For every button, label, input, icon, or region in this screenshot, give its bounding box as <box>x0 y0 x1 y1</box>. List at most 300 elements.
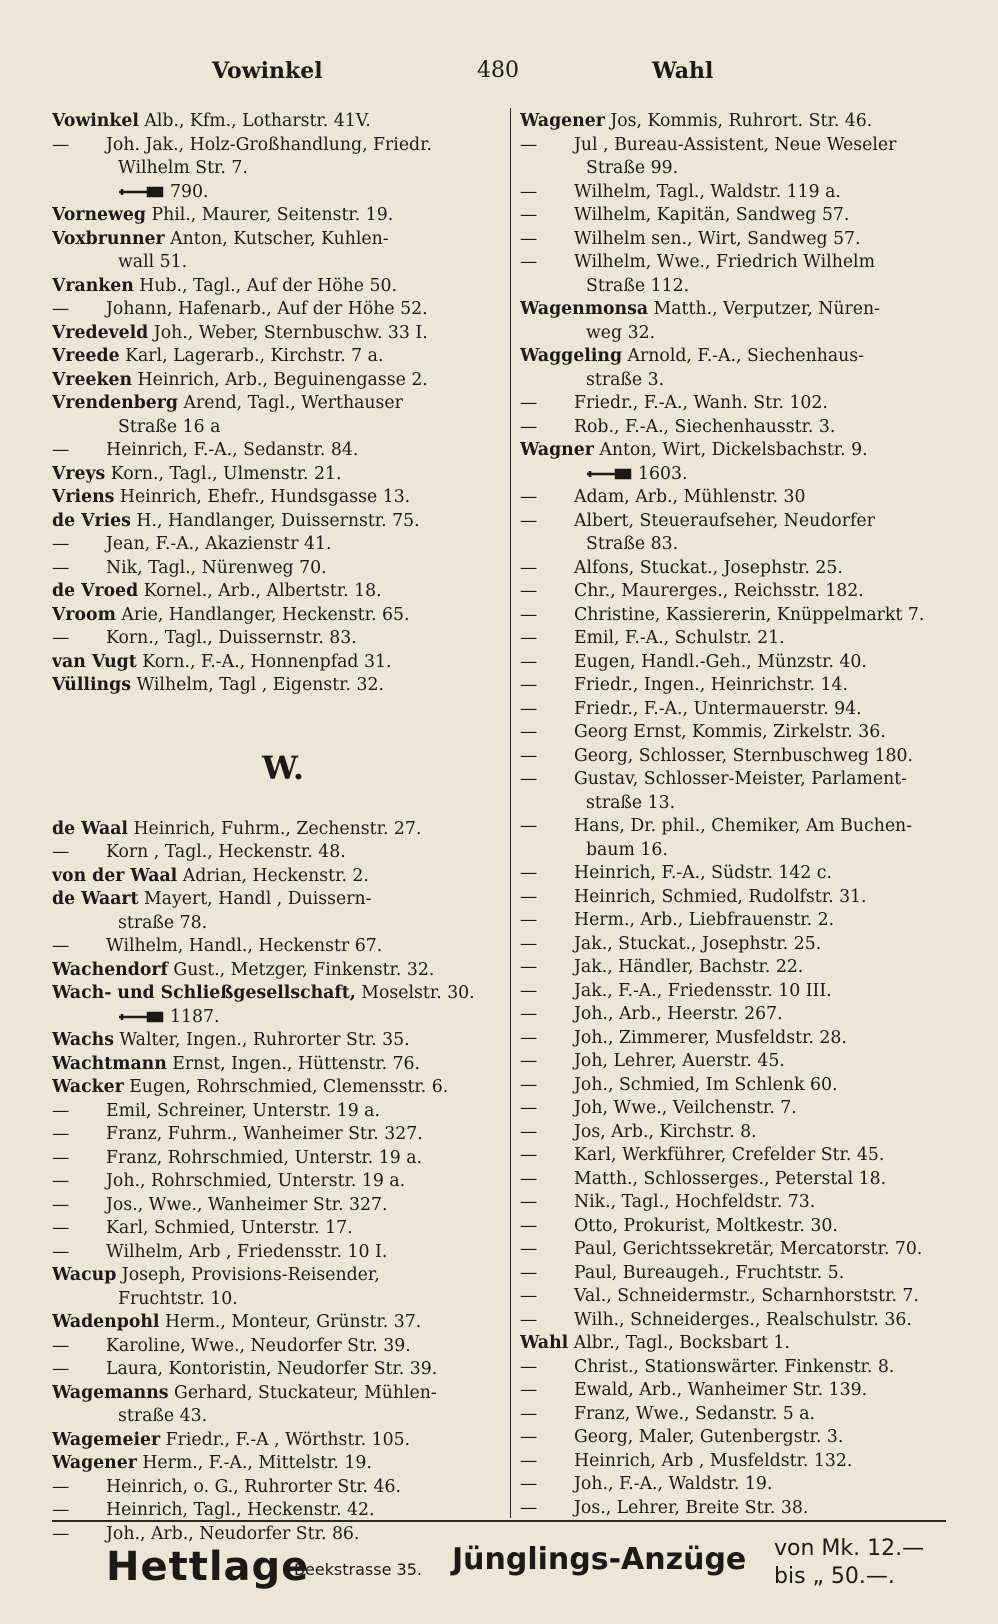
directory-entry <box>520 604 982 628</box>
directory-entry <box>52 510 514 534</box>
directory-entry <box>52 1029 514 1053</box>
entry-details: straße 43. <box>118 1406 208 1426</box>
directory-entry <box>520 839 982 863</box>
entry-surname: Wachtmann <box>52 1053 167 1074</box>
entry-details: Paul, Gerichtssekretär, Mercatorstr. 70. <box>574 1239 923 1259</box>
entry-details: Arend, Tagl., Werthauser <box>177 393 403 413</box>
directory-entry <box>520 1403 982 1427</box>
entry-details: Johann, Hafenarb., Auf der Höhe 52. <box>106 299 428 319</box>
entry-surname: Wagner <box>520 440 594 460</box>
entry-details: Hans, Dr. phil., Chemiker, Am Buchen- <box>574 816 913 836</box>
entry-details: Walter, Ingen., Ruhrorter Str. 35. <box>113 1030 410 1050</box>
directory-entry <box>520 1262 982 1286</box>
directory-entry <box>52 228 514 252</box>
directory-entry <box>52 935 514 959</box>
entry-details: Korn., F.-A., Honnenpfad 31. <box>136 651 392 672</box>
ditto-dash: — <box>520 1286 538 1306</box>
directory-entry <box>52 181 514 205</box>
entry-details: Franz, Wwe., Sedanstr. 5 a. <box>574 1403 816 1424</box>
entry-details: Heinrich, o. G., Ruhrorter Str. 46. <box>106 1476 402 1497</box>
entry-details: Gustav, Schlosser-Meister, Parlament- <box>574 769 907 789</box>
ditto-dash: — <box>520 393 538 413</box>
ditto-dash: — <box>520 487 538 507</box>
directory-entry <box>52 463 514 487</box>
directory-entry <box>52 1170 514 1194</box>
ditto-dash: — <box>520 1427 538 1447</box>
ditto-dash: — <box>520 510 538 531</box>
directory-entry <box>52 439 514 463</box>
ditto-dash: — <box>52 134 70 155</box>
ditto-dash: — <box>520 252 538 272</box>
entry-details: Eugen, Rohrschmied, Clemensstr. 6. <box>123 1077 449 1097</box>
directory-entry <box>520 134 982 158</box>
directory-entry <box>520 533 982 557</box>
directory-entry <box>520 886 982 910</box>
entry-details: Phil., Maurer, Seitenstr. 19. <box>145 205 394 225</box>
entry-details: Ewald, Arb., Wanheimer Str. 139. <box>574 1380 868 1400</box>
ditto-dash: — <box>520 205 538 225</box>
directory-entry <box>520 1003 982 1027</box>
directory-entry <box>520 792 982 816</box>
entry-details: Straße 112. <box>586 275 690 296</box>
entry-details: Joh., Arb., Neudorfer Str. 86. <box>106 1523 360 1544</box>
ditto-dash: — <box>52 1523 70 1544</box>
directory-entry <box>52 1429 514 1453</box>
entry-details: Herm., Monteur, Grünstr. 37. <box>159 1312 422 1332</box>
ditto-dash: — <box>520 604 538 625</box>
entry-details: Straße 83. <box>586 534 679 554</box>
ditto-dash: — <box>520 886 538 907</box>
ditto-dash: — <box>520 1027 538 1048</box>
entry-details: Joh., Zimmerer, Musfeldstr. 28. <box>574 1027 847 1048</box>
directory-entry <box>52 912 514 936</box>
directory-entry <box>520 1215 982 1239</box>
entry-details: Alb., Kfm., Lotharstr. 41V. <box>138 111 371 131</box>
directory-entry <box>52 416 514 440</box>
entry-details: Karl, Werkführer, Crefelder Str. 45. <box>574 1145 885 1165</box>
directory-entry <box>52 1358 514 1382</box>
ditto-dash: — <box>520 863 538 883</box>
ditto-dash: — <box>520 933 538 954</box>
directory-entry <box>520 1473 982 1497</box>
entry-details: Joh., Schmied, Im Schlenk 60. <box>574 1074 838 1095</box>
entry-surname: Wachendorf <box>52 959 168 980</box>
ditto-dash: — <box>52 1124 70 1144</box>
entry-details: Adam, Arb., Mühlenstr. 30 <box>574 487 806 507</box>
entry-surname: Vrendenberg <box>52 393 178 413</box>
entry-details: Jak., Stuckat., Josephstr. 25. <box>574 933 822 954</box>
entry-details: Wilhelm, Tagl., Waldstr. 119 a. <box>574 181 841 202</box>
ditto-dash: — <box>520 698 538 719</box>
directory-entry <box>52 888 514 912</box>
ad-price-to: bis „ 50.—. <box>774 1564 895 1589</box>
ditto-dash: — <box>520 722 538 742</box>
directory-entry <box>52 392 514 416</box>
directory-entry <box>52 1311 514 1335</box>
entry-details: Karoline, Wwe., Neudorfer Str. 39. <box>106 1335 411 1356</box>
entry-details: Georg Ernst, Kommis, Zirkelstr. 36. <box>574 722 886 742</box>
entry-details: wall 51. <box>118 252 188 272</box>
entry-details: Emil, F.-A., Schulstr. 21. <box>574 628 785 648</box>
ditto-dash: — <box>520 1239 538 1259</box>
directory-entry <box>520 1191 982 1215</box>
entry-details: Hub., Tagl., Auf der Höhe 50. <box>133 275 397 296</box>
entry-details: Friedr., Ingen., Heinrichstr. 14. <box>574 675 848 695</box>
directory-entry <box>52 1194 514 1218</box>
ditto-dash: — <box>520 581 538 601</box>
ditto-dash: — <box>520 957 538 977</box>
entry-details: Wilh., Schneiderges., Realschulstr. 36. <box>574 1309 912 1330</box>
directory-entry <box>52 486 514 510</box>
entry-details: Fruchtstr. 10. <box>118 1288 238 1309</box>
directory-entry <box>520 204 982 228</box>
ditto-dash: — <box>520 1403 538 1424</box>
directory-entry <box>52 627 514 651</box>
entry-details: Val., Schneidermstr., Scharnhorststr. 7. <box>574 1286 919 1306</box>
directory-entry <box>520 580 982 604</box>
ditto-dash: — <box>520 1004 538 1024</box>
ditto-dash: — <box>52 534 70 554</box>
directory-entry <box>52 651 514 675</box>
ditto-dash: — <box>520 228 538 249</box>
directory-entry <box>520 228 982 252</box>
entry-details: Heinrich, F.-A., Sedanstr. 84. <box>106 440 359 460</box>
directory-entry <box>520 745 982 769</box>
directory-entry <box>52 1288 514 1312</box>
entry-surname: van Vugt <box>52 651 137 672</box>
directory-entry <box>520 439 982 463</box>
entry-details: Ernst, Ingen., Hüttenstr. 76. <box>166 1053 421 1074</box>
directory-entry <box>520 510 982 534</box>
directory-entry <box>520 1379 982 1403</box>
directory-entry <box>52 1335 514 1359</box>
directory-entry <box>520 956 982 980</box>
directory-entry <box>520 110 982 134</box>
entry-details: Rob., F.-A., Siechenhausstr. 3. <box>574 416 836 437</box>
directory-entry <box>520 1050 982 1074</box>
entry-details: Heinrich, F.-A., Südstr. 142 c. <box>574 863 832 883</box>
directory-entry <box>52 1076 514 1100</box>
ditto-dash: — <box>520 1192 538 1212</box>
entry-details: Wilhelm, Kapitän, Sandweg 57. <box>574 205 850 225</box>
entry-surname: Vranken <box>52 275 134 296</box>
entry-details: Heinrich, Arb , Musfeldstr. 132. <box>574 1450 853 1471</box>
ad-price-from: von Mk. 12.— <box>774 1536 925 1561</box>
entry-details: Friedr., F.-A , Wörthstr. 105. <box>160 1429 411 1450</box>
directory-entry <box>520 1144 982 1168</box>
ditto-dash: — <box>520 675 538 695</box>
entry-details: Heinrich, Fuhrm., Zechenstr. 27. <box>127 818 422 839</box>
entry-details: Herm., F.-A., Mittelstr. 19. <box>136 1453 372 1473</box>
directory-entry <box>520 862 982 886</box>
entry-details: Jak., Händler, Bachstr. 22. <box>574 957 804 977</box>
directory-entry <box>52 865 514 889</box>
ditto-dash: — <box>520 628 538 648</box>
directory-entry <box>520 275 982 299</box>
entry-surname: Wagemeier <box>52 1429 161 1450</box>
left-entries-w <box>52 818 514 1547</box>
directory-entry <box>520 181 982 205</box>
entry-surname: Vredeveld <box>52 322 149 343</box>
directory-entry <box>52 345 514 369</box>
directory-entry <box>52 157 514 181</box>
ditto-dash: — <box>520 1168 538 1189</box>
directory-entry <box>52 1123 514 1147</box>
directory-entry <box>52 369 514 393</box>
ditto-dash: — <box>520 1450 538 1471</box>
directory-entry <box>52 275 514 299</box>
directory-entry <box>52 1147 514 1171</box>
ditto-dash: — <box>520 1215 538 1236</box>
directory-entry <box>52 110 514 134</box>
entry-surname: de Waart <box>52 889 139 909</box>
ditto-dash: — <box>520 1121 538 1142</box>
ditto-dash: — <box>52 1335 70 1356</box>
entry-details: Korn., Tagl., Duissernstr. 83. <box>106 628 357 648</box>
entry-details: Wilhelm Str. 7. <box>118 158 248 178</box>
entry-details: Anton, Kutscher, Kuhlen- <box>164 228 389 249</box>
directory-entry <box>520 1285 982 1309</box>
directory-entry <box>52 251 514 275</box>
directory-entry <box>52 557 514 581</box>
entry-details: Heinrich, Tagl., Heckenstr. 42. <box>106 1500 375 1520</box>
ad-product: Jünglings-Anzüge <box>452 1542 747 1577</box>
directory-entry <box>520 416 982 440</box>
directory-entry <box>520 1074 982 1098</box>
entry-details: Joseph, Provisions-Reisender, <box>116 1265 380 1285</box>
ditto-dash: — <box>520 1380 538 1400</box>
directory-entry <box>52 1405 514 1429</box>
entry-details: Jean, F.-A., Akazienstr 41. <box>106 534 332 554</box>
directory-entry <box>520 1450 982 1474</box>
entry-details: Christ., Stationswärter. Finkenstr. 8. <box>574 1356 895 1377</box>
directory-entry <box>520 463 982 487</box>
entry-surname: Voxbrunner <box>52 228 165 249</box>
entry-details: Jos., Lehrer, Breite Str. 38. <box>574 1497 809 1518</box>
entry-details: Alfons, Stuckat., Josephstr. 25. <box>574 557 843 578</box>
directory-entry <box>52 204 514 228</box>
ditto-dash: — <box>52 1194 70 1215</box>
entry-details: Joh, Wwe., Veilchenstr. 7. <box>574 1098 797 1118</box>
header-right-keyword: Wahl <box>652 58 714 84</box>
entry-details: Herm., Arb., Liebfrauenstr. 2. <box>574 910 835 930</box>
directory-entry <box>520 1097 982 1121</box>
entry-details: Georg, Maler, Gutenbergstr. 3. <box>574 1427 844 1447</box>
ad-street: Beekstrasse 35. <box>294 1560 422 1579</box>
ditto-dash: — <box>520 1051 538 1071</box>
entry-surname: Wagener <box>52 1453 137 1473</box>
directory-entry <box>520 322 982 346</box>
right-entries <box>520 110 982 1520</box>
entry-details: Jos, Arb., Kirchstr. 8. <box>574 1121 757 1142</box>
ditto-dash: — <box>520 416 538 437</box>
directory-entry <box>520 980 982 1004</box>
directory-entry <box>52 1241 514 1265</box>
ditto-dash: — <box>52 1359 70 1379</box>
right-column <box>520 110 982 1520</box>
entry-details: Albr., Tagl., Bocksbart 1. <box>568 1333 790 1353</box>
ditto-dash: — <box>520 1145 538 1165</box>
directory-entry <box>520 1121 982 1145</box>
directory-entry <box>52 841 514 865</box>
entry-details: Wilhelm sen., Wirt, Sandweg 57. <box>574 228 861 249</box>
directory-entry <box>52 298 514 322</box>
entry-details: Straße 99. <box>586 158 679 178</box>
entry-details: H., Handlanger, Duissernstr. 75. <box>130 510 420 531</box>
entry-surname: Waggeling <box>520 346 623 366</box>
ditto-dash: — <box>520 816 538 836</box>
ditto-dash: — <box>52 1147 70 1168</box>
entry-details: Joh., Weber, Sternbuschw. 33 I. <box>148 322 428 343</box>
directory-entry <box>520 768 982 792</box>
entry-surname: Wacker <box>52 1077 124 1097</box>
entry-surname: Vreede <box>52 346 120 366</box>
entry-details: Straße 16 a <box>118 416 221 437</box>
directory-entry <box>520 815 982 839</box>
entry-surname: Vüllings <box>52 675 131 695</box>
entry-details: Franz, Rohrschmied, Unterstr. 19 a. <box>106 1147 423 1168</box>
header-left-keyword: Vowinkel <box>212 58 323 84</box>
directory-entry <box>52 1476 514 1500</box>
entry-details: Adrian, Heckenstr. 2. <box>177 865 369 886</box>
ditto-dash: — <box>52 1500 70 1520</box>
entry-details: Albert, Steueraufseher, Neudorfer <box>574 510 875 531</box>
entry-details: Arnold, F.-A., Siechenhaus- <box>622 346 865 366</box>
entry-details: Jos, Kommis, Ruhrort. Str. 46. <box>604 111 873 131</box>
entry-details: Eugen, Handl.-Geh., Münzstr. 40. <box>574 651 867 672</box>
entry-surname: Vowinkel <box>52 111 139 131</box>
directory-entry <box>520 1497 982 1521</box>
ditto-dash: — <box>520 1356 538 1377</box>
directory-entry <box>520 1426 982 1450</box>
entry-details: Moselstr. 30. <box>355 983 475 1003</box>
ditto-dash: — <box>520 910 538 930</box>
entry-details: Georg, Schlosser, Sternbuschweg 180. <box>574 745 913 766</box>
directory-entry <box>520 1168 982 1192</box>
entry-details: Wilhelm, Arb , Friedensstr. 10 I. <box>106 1241 388 1262</box>
entry-surname: Wagenmonsa <box>520 299 649 319</box>
ditto-dash: — <box>520 1074 538 1095</box>
entry-details: Joh, Lehrer, Auerstr. 45. <box>574 1051 785 1071</box>
ditto-dash: — <box>52 1100 70 1121</box>
section-letter: W. <box>261 748 305 787</box>
ditto-dash: — <box>52 842 70 862</box>
entry-details: Heinrich, Ehefr., Hundsgasse 13. <box>114 487 411 507</box>
directory-entry <box>52 1382 514 1406</box>
entry-details: Chr., Maurerges., Reichsstr. 182. <box>574 581 864 601</box>
ditto-dash: — <box>520 557 538 578</box>
entry-surname: Wagener <box>520 111 605 131</box>
entry-details: 790. <box>170 181 209 202</box>
page-header <box>52 58 946 98</box>
entry-details: Anton, Wirt, Dickelsbachstr. 9. <box>593 440 868 460</box>
entry-details: Paul, Bureaugeh., Fruchtstr. 5. <box>574 1262 845 1283</box>
entry-surname: Vreeken <box>52 369 133 390</box>
entry-details: Wilhelm, Wwe., Friedrich Wilhelm <box>574 252 875 272</box>
entry-surname: Wadenpohl <box>52 1312 160 1332</box>
directory-entry <box>520 345 982 369</box>
directory-entry <box>52 1006 514 1030</box>
entry-surname: de Vries <box>52 510 131 531</box>
ditto-dash: — <box>520 1474 538 1494</box>
entry-details: Franz, Fuhrm., Wanheimer Str. 327. <box>106 1124 423 1144</box>
entry-details: Emil, Schreiner, Unterstr. 19 a. <box>106 1100 380 1121</box>
directory-entry <box>52 1100 514 1124</box>
entry-surname: Wach- und Schließgesellschaft, <box>52 983 356 1003</box>
entry-details: straße 78. <box>118 912 208 933</box>
directory-entry <box>52 674 514 698</box>
ditto-dash: — <box>52 1241 70 1262</box>
directory-entry <box>520 651 982 675</box>
directory-entry <box>520 369 982 393</box>
entry-details: straße 13. <box>586 792 676 813</box>
entry-surname: Vroom <box>52 604 116 625</box>
directory-entry <box>520 1332 982 1356</box>
ditto-dash: — <box>52 936 70 956</box>
directory-entry <box>52 134 514 158</box>
entry-details: Friedr., F.-A., Wanh. Str. 102. <box>574 393 828 413</box>
entry-details: Friedr., F.-A., Untermauerstr. 94. <box>574 698 862 719</box>
entry-details: Nik., Tagl., Hochfeldstr. 73. <box>574 1192 816 1212</box>
entry-details: Heinrich, Arb., Beguinengasse 2. <box>132 369 428 390</box>
telephone-icon <box>118 186 164 198</box>
entry-details: Gerhard, Stuckateur, Mühlen- <box>168 1382 437 1403</box>
entry-details: Wilhelm, Handl., Heckenstr 67. <box>106 936 383 956</box>
telephone-icon <box>118 1011 164 1023</box>
entry-surname: de Waal <box>52 818 128 839</box>
entry-surname: von der Waal <box>52 865 178 886</box>
page-number: 480 <box>477 58 519 83</box>
entry-details: Joh., F.-A., Waldstr. 19. <box>574 1474 773 1494</box>
entry-details: Korn , Tagl., Heckenstr. 48. <box>106 842 346 862</box>
ditto-dash: — <box>520 651 538 672</box>
entry-details: Kornel., Arb., Albertstr. 18. <box>138 581 382 601</box>
directory-entry <box>520 721 982 745</box>
entry-details: Otto, Prokurist, Moltkestr. 30. <box>574 1215 838 1236</box>
entry-details: 1187. <box>170 1006 220 1027</box>
entry-details: Wilhelm, Tagl , Eigenstr. 32. <box>130 675 384 695</box>
left-column <box>52 110 514 1546</box>
entry-details: Matth., Schlosserges., Peterstal 18. <box>574 1168 887 1189</box>
directory-entry <box>52 1452 514 1476</box>
entry-details: Jul , Bureau-Assistent, Neue Weseler <box>574 134 897 155</box>
entry-details: 1603. <box>638 463 688 484</box>
directory-entry <box>52 580 514 604</box>
entry-details: baum 16. <box>586 839 668 860</box>
directory-entry <box>52 1499 514 1523</box>
ditto-dash: — <box>520 134 538 155</box>
directory-entry <box>52 982 514 1006</box>
entry-details: Christine, Kassiererin, Knüppelmarkt 7. <box>574 604 925 625</box>
entry-details: Joh., Arb., Heerstr. 267. <box>574 1004 783 1024</box>
directory-entry <box>52 1217 514 1241</box>
directory-entry <box>52 1053 514 1077</box>
directory-entry <box>520 627 982 651</box>
ditto-dash: — <box>520 1497 538 1518</box>
ditto-dash: — <box>52 628 70 648</box>
footer-advertisement <box>52 1520 946 1602</box>
directory-entry <box>52 533 514 557</box>
entry-details: Karl, Schmied, Unterstr. 17. <box>106 1218 353 1238</box>
directory-entry <box>52 818 514 842</box>
ditto-dash: — <box>52 557 70 578</box>
entry-surname: Vriens <box>52 487 115 507</box>
entry-details: Jos., Wwe., Wanheimer Str. 327. <box>106 1194 388 1215</box>
ditto-dash: — <box>520 1309 538 1330</box>
telephone-icon <box>586 468 632 480</box>
directory-entry <box>520 486 982 510</box>
entry-details: Mayert, Handl , Duissern- <box>138 889 372 909</box>
